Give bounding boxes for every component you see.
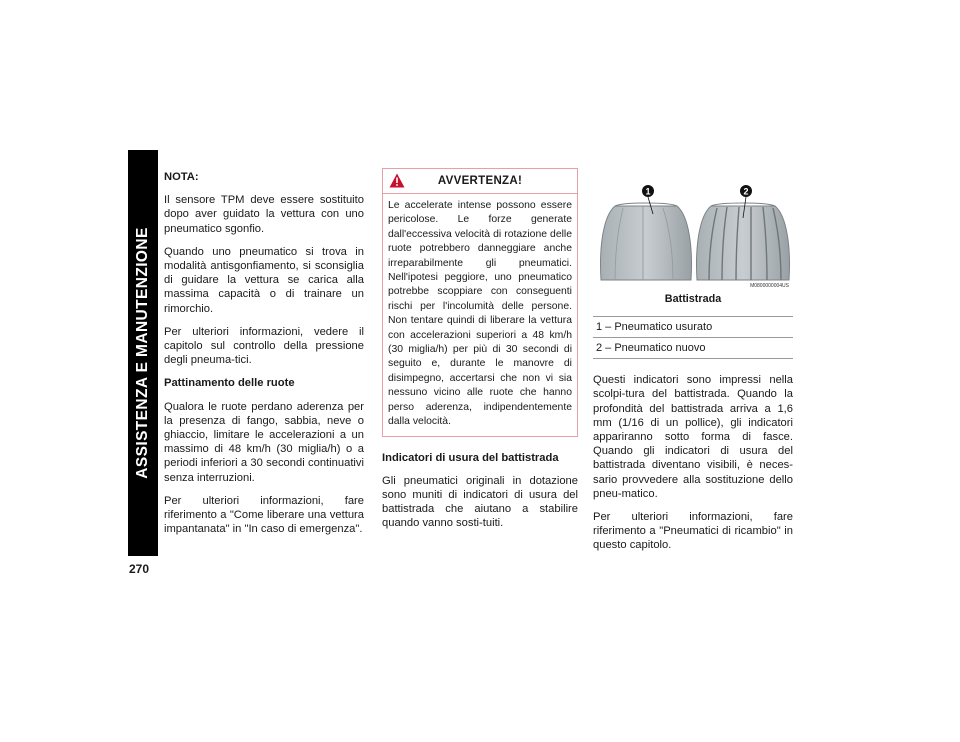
page-number: 270 <box>129 562 150 576</box>
paragraph: Per ulteriori informazioni, fare riferimento a "Pneumatici di ricambio" in questo capitolo. <box>593 511 793 552</box>
warning-triangle-icon <box>389 173 405 188</box>
worn-tire <box>601 203 692 280</box>
warning-text: Le accelerate intense possono essere pericolose. Le forze generate dall'eccessiva velocità di rotazione delle ruote potrebbero danneggiare anche irreparabilmente gli pneumatici. Nell'ipotesi peggiore, uno pneumatico potrebbe scoppiare con conseguenti rischi per l'incolumità delle persone. Non tentare quindi di liberare la vettura con accelerazioni superiori a 48 km/h (30 miglia/h) per più di 30 secondi di seguito e, durante le manovre di disimpegno, accertarsi che non vi sia nessuno vicino alle ruote che hanno perso aderenza, indipendentemente dalla velocità. <box>388 200 572 428</box>
column-1 <box>164 170 364 545</box>
warning-header <box>383 169 577 194</box>
paragraph: Quando uno pneumatico si trova in modalità antisgonfiamento, si sconsiglia di guidare la vettura se carica alla massima capacità o di trainare un rimorchio. <box>164 245 364 315</box>
column-3 <box>593 178 793 562</box>
chapter-title: ASSISTENZA E MANUTENZIONE <box>134 227 151 479</box>
warning-box <box>382 168 578 437</box>
legend-item: 2 – Pneumatico nuovo <box>593 338 793 359</box>
paragraph: Questi indicatori sono impressi nella scolpi-tura del battistrada. Quando la profondità del battistrada arriva a 1,6 mm (1/16 di un pollice), gli indicatori appariranno sotto forma di fasce. Quando gli indicatori di usura del battistrada diventano visibili, è neces-sario provvedere alla sostituzione dello pneu-matico. <box>593 374 793 500</box>
new-tire <box>697 203 790 280</box>
paragraph: Per ulteriori informazioni, vedere il capitolo sul controllo della pressione degli pneuma-tici. <box>164 325 364 367</box>
paragraph: Qualora le ruote perdano aderenza per la presenza di fango, sabbia, neve o ghiaccio, limitare le accelerazioni a un massimo di 48 km/h (30 miglia/h) o a periodi inferiori a 30 secondi continuativi senza interruzioni. <box>164 400 364 484</box>
legend-item: 1 – Pneumatico usurato <box>593 317 793 338</box>
section-heading: Indicatori di usura del battistrada <box>382 451 559 464</box>
tread-figure <box>593 178 793 288</box>
note-title: NOTA: <box>164 171 199 183</box>
column-2 <box>382 168 578 540</box>
warning-title: AVVERTENZA! <box>437 174 523 187</box>
tire-illustration <box>593 178 793 288</box>
callout-1-label: 1 <box>645 186 651 197</box>
paragraph: Gli pneumatici originali in dotazione sono muniti di indicatori di usura del battistrada che aiutano a stabilire quando vanno sosti-tuiti. <box>382 474 578 530</box>
section-heading: Pattinamento delle ruote <box>164 377 295 390</box>
figure-code: M0800000004US <box>750 283 789 288</box>
figure-legend <box>593 316 793 359</box>
figure-caption: Battistrada <box>664 293 722 305</box>
paragraph: Per ulteriori informazioni, fare riferimento a "Come liberare una vettura impantanata" in "In caso di emergenza". <box>164 494 364 536</box>
note-text: Il sensore TPM deve essere sostituito dopo aver guidato la vettura con uno pneumatico sgonfio. <box>164 194 364 235</box>
callout-2-label: 2 <box>743 186 749 197</box>
chapter-side-tab <box>128 150 158 556</box>
